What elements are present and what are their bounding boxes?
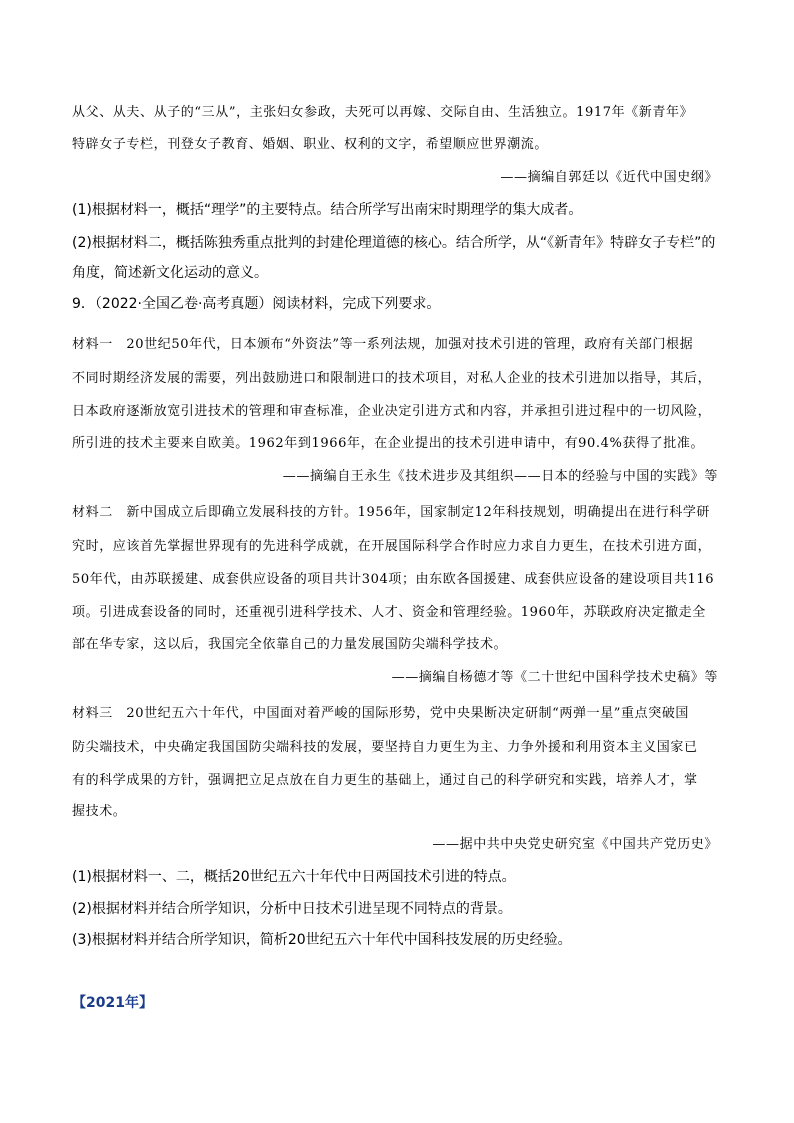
- material-1-line: 不同时期经济发展的需要，列出鼓励进口和限制进口的技术项目，对私人企业的技术引进加以指导，其后，: [72, 371, 712, 386]
- question-9-heading: 9．（2022·全国乙卷·高考真题）阅读材料，完成下列要求。: [72, 296, 441, 312]
- material-1-source: ——摘编自王永生《技术进步及其组织——日本的经验与中国的实践》等: [282, 469, 718, 484]
- section-year-heading: 【2021年】: [72, 995, 153, 1011]
- material-2-line: 材料二 新中国成立后即确立发展科技的方针。1956年，国家制定12年科技规划，明确提出在进行科学研: [72, 505, 711, 520]
- material-2-line: 部在华专家，这以后，我国完全依靠自己的力量发展国防尖端科学技术。: [72, 637, 508, 652]
- material-3-line: 材料三 20世纪五六十年代，中国面对着严峻的国际形势，党中央果断决定研制“两弹一星”重点突破国: [72, 706, 690, 721]
- question-8-2-cont: 角度，简述新文化运动的意义。: [72, 265, 268, 281]
- material-1-line: 材料一 20世纪50年代，日本颁布“外资法”等一系列法规，加强对技术引进的管理，政府有关部门根据: [72, 337, 694, 352]
- material-source: ——摘编自郭廷以《近代中国史纲》: [500, 170, 718, 185]
- material-2-line: 50年代，由苏联援建、成套供应设备的项目共计304项；由东欧各国援建、成套供应设备的建设项目共116: [72, 572, 715, 587]
- material-1-line: 日本政府逐渐放宽引进技术的管理和审查标准，企业决定引进方式和内容，并承担引进过程中的一切风险，: [72, 404, 712, 419]
- material-3-line: 握技术。: [72, 804, 127, 819]
- question-8-2: (2)根据材料二，概括陈独秀重点批判的封建伦理道德的核心。结合所学，从“《新青年》特辟女子专栏”的: [72, 235, 716, 251]
- material-2-source: ——摘编自杨德才等《二十世纪中国科学技术史稿》等: [391, 670, 718, 685]
- material-3-line: 防尖端技术，中央确定我国国防尖端科技的发展，要坚持自力更生为主、力争外援和利用资本主义国家已: [72, 740, 698, 755]
- material-1-line: 所引进的技术主要来自欧美。1962年到1966年，在企业提出的技术引进申请中，有90.4%获得了批准。: [72, 436, 705, 451]
- material-3-source: ——据中共中央党史研究室《中国共产党历史》: [432, 837, 718, 852]
- question-9-3: (3)根据材料并结合所学知识，简析20世纪五六十年代中国科技发展的历史经验。: [72, 932, 572, 948]
- question-9-1: (1)根据材料一、二，概括20世纪五六十年代中日两国技术引进的特点。: [72, 869, 516, 885]
- material-2-line: 项。引进成套设备的同时，还重视引进科学技术、人才、资金和管理经验。1960年，苏联政府决定撤走全: [72, 605, 706, 620]
- material-3-line: 有的科学成果的方针，强调把立足点放在自力更生的基础上，通过自己的科学研究和实践，培养人才，掌: [72, 773, 698, 788]
- material-text-line: 特辟女子专栏，刊登女子教育、婚姻、职业、权利的文字，希望顺应世界潮流。: [72, 137, 549, 152]
- material-2-line: 究时，应该首先掌握世界现有的先进科学成就，在开展国际科学合作时应力求自力更生，在技术引进方面，: [72, 539, 712, 554]
- question-8-1: (1)根据材料一，概括“理学”的主要特点。结合所学写出南宋时期理学的集大成者。: [72, 202, 583, 218]
- material-text-line: 从父、从夫、从子的“三从”，主张妇女参政，夫死可以再嫁、交际自由、生活独立。1917年《新青年》: [72, 105, 694, 120]
- question-9-2: (2)根据材料并结合所学知识，分析中日技术引进呈现不同特点的背景。: [72, 901, 512, 917]
